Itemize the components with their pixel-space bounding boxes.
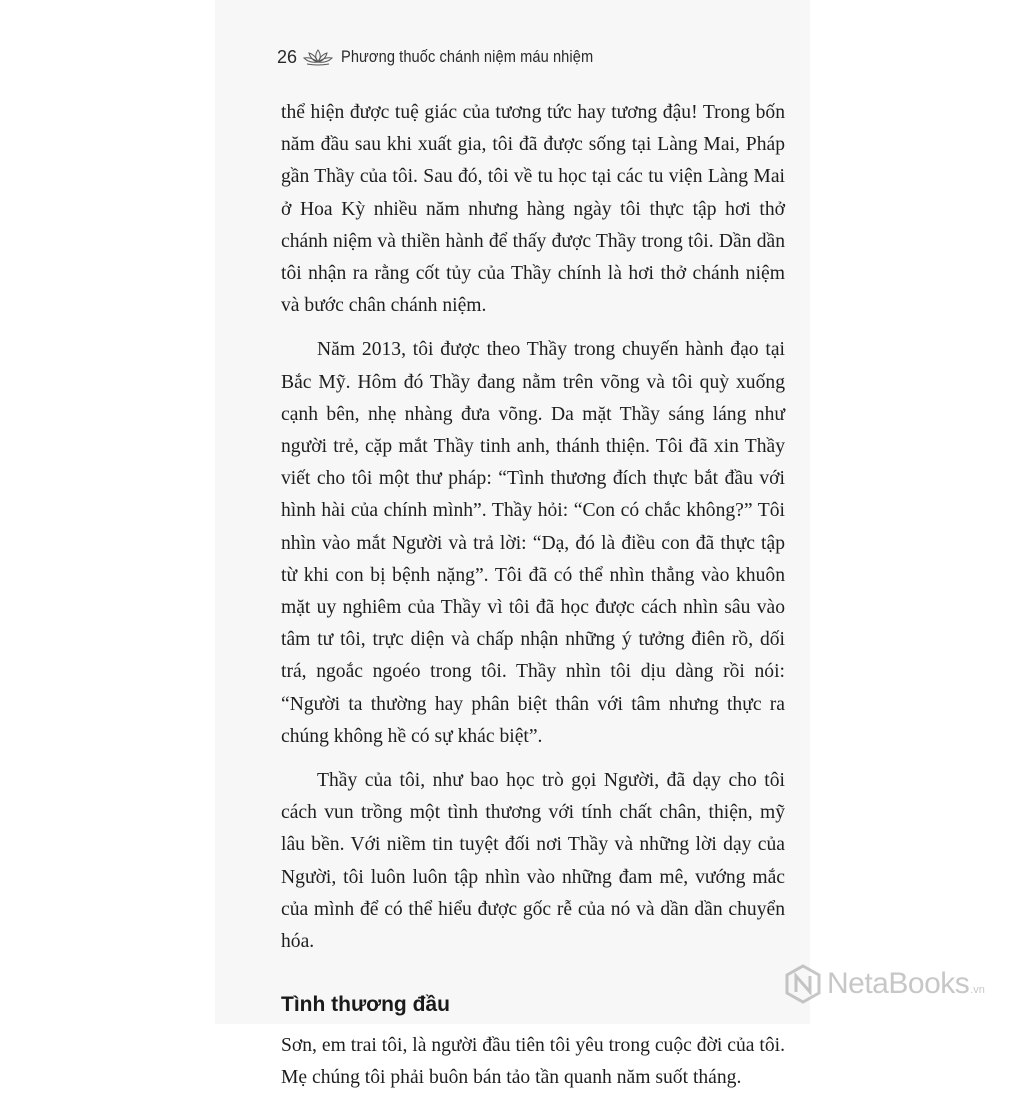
watermark — [783, 964, 985, 1004]
section-heading: Tình thương đầu — [281, 993, 450, 1017]
running-title: Phương thuốc chánh niệm máu nhiệm — [341, 47, 594, 66]
page-number: 26 — [277, 46, 298, 67]
netabooks-logo-icon — [783, 964, 823, 1004]
paragraph-2: Năm 2013, tôi được theo Thầy trong chuyến hành đạo tại Bắc Mỹ. Hôm đó Thầy đang nằm trên võng và tôi quỳ xuống cạnh bên, nhẹ nhàng đưa võng. Da mặt Thầy sáng láng như người trẻ, cặp mắt Thầy tinh anh, thánh thiện. Tôi đã xin Thầy viết cho tôi một thư pháp: “Tình thương đích thực bắt đầu với hình hài của chính mình”. Thầy hỏi: “Con có chắc không?” Tôi nhìn vào mắt Người và trả lời: “Dạ, đó là điều con đã thực tập từ khi con bị bệnh nặng”. Tôi đã có thể nhìn thẳng vào khuôn mặt uy nghiêm của Thầy vì tôi đã học được cách nhìn sâu vào tâm tư tôi, trực diện và chấp nhận những ý tưởng điên rồ, dối trá, ngoắc ngoéo trong tôi. Thầy nhìn tôi dịu dàng rồi nói: “Người ta thường hay phân biệt thân với tâm nhưng thực ra chúng không hề có sự khác biệt”. — [281, 339, 785, 747]
watermark-brand: NetaBooks — [827, 967, 970, 1000]
section-paragraph: Sơn, em trai tôi, là người đầu tiên tôi yêu trong cuộc đời của tôi. Mẹ chúng tôi phải buôn bán tảo tần quanh năm suốt tháng. — [281, 1035, 785, 1089]
page-header — [277, 42, 634, 72]
body-text — [281, 97, 785, 1107]
paragraph-3: Thầy của tôi, như bao học trò gọi Người, đã dạy cho tôi cách vun trồng một tình thương với tính chất chân, thiện, mỹ lâu bền. Với niềm tin tuyệt đối nơi Thầy và những lời dạy của Người, tôi luôn luôn tập nhìn vào những đam mê, vướng mắc của mình để có thể hiểu được gốc rễ của nó và dần dần chuyển hóa. — [281, 770, 785, 953]
book-page — [215, 0, 985, 1089]
lotus-icon — [303, 48, 333, 66]
watermark-suffix: .vn — [970, 984, 985, 996]
paragraph-1: thể hiện được tuệ giác của tương tức hay tương đậu! Trong bốn năm đầu sau khi xuất gia, tôi đã được sống tại Làng Mai, Pháp gần Thầy của tôi. Sau đó, tôi về tu học tại các tu viện Làng Mai ở Hoa Kỳ nhiều năm nhưng hàng ngày tôi thực tập hơi thở chánh niệm và thiền hành để thấy được Thầy trong tôi. Dần dần tôi nhận ra rằng cốt tủy của Thầy chính là hơi thở chánh niệm và bước chân chánh niệm. — [281, 102, 785, 317]
